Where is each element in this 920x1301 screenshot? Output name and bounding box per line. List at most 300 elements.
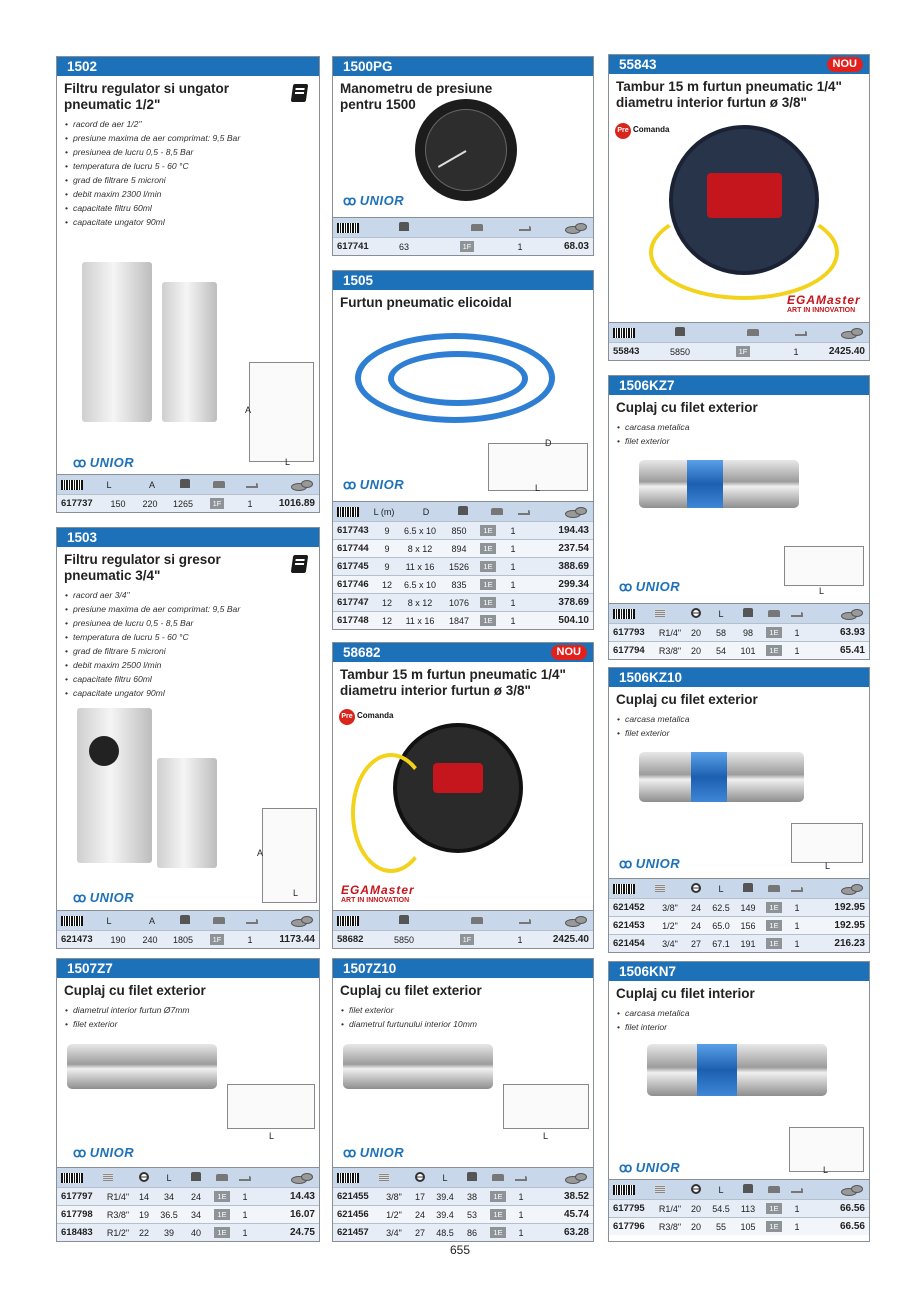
article-code: 617793 — [613, 627, 645, 638]
table-row — [57, 494, 319, 512]
barcode-icon — [613, 1185, 635, 1195]
pallet-icon — [519, 226, 531, 231]
cell-a: 240 — [142, 934, 158, 945]
pallet-icon-cell — [511, 507, 537, 517]
product-title: Filtru regulator si ungator pneumatic 1/2" — [64, 81, 230, 112]
cell-pack — [473, 543, 503, 554]
cell-price: 2425.40 — [828, 346, 865, 357]
product-code: 1502 — [57, 57, 319, 76]
package-icon — [768, 1186, 780, 1193]
table-header — [333, 910, 593, 930]
ega-logo-text: EGAMaster — [341, 883, 415, 897]
unior-logo: ꝏ UNIOR — [619, 1160, 681, 1175]
product-code — [333, 643, 593, 662]
package-icon — [216, 1174, 228, 1181]
package-icon-cell — [449, 916, 505, 926]
cell-pack — [695, 346, 791, 357]
pallet-icon-cell — [787, 1185, 807, 1195]
package-icon-cell — [201, 480, 237, 490]
cell-qty: 1 — [794, 627, 800, 638]
dimension-diagram — [784, 546, 864, 586]
cell-weight: 101 — [740, 645, 756, 656]
product-image-coupler — [639, 460, 799, 508]
barcode-icon — [337, 223, 359, 233]
pack-badge: 1E — [490, 1209, 505, 1220]
cell-qty: 1 — [510, 561, 516, 572]
table-row — [333, 237, 593, 255]
pallet-icon — [791, 612, 803, 617]
col-l: L — [718, 608, 724, 619]
cell-price: 192.95 — [834, 920, 865, 931]
coupler-blue-band — [697, 1044, 737, 1096]
product-title: Cuplaj cu filet exterior — [64, 983, 206, 998]
dimension-diagram — [503, 1084, 589, 1129]
cell-pack — [485, 1191, 511, 1202]
cell-price: 45.74 — [563, 1209, 589, 1220]
cell-price: 299.34 — [558, 579, 589, 590]
feature-item: • filet exterior — [617, 434, 861, 448]
product-image-coupler — [343, 1044, 493, 1089]
cell-thread: 3/4" — [662, 938, 678, 949]
cell-thread: 3/8" — [662, 902, 678, 913]
product-card-1506KN7 — [608, 961, 870, 1242]
table-row — [57, 1187, 319, 1205]
cell-hex: 27 — [690, 938, 701, 949]
pre-label: Pre — [615, 123, 631, 139]
cell-pack — [761, 1221, 787, 1232]
feature-item: • diametrul furtunului interior 10mm — [341, 1017, 585, 1031]
cell-thread: 1/2" — [662, 920, 678, 931]
cell-pack — [473, 561, 503, 572]
table-row — [333, 521, 593, 539]
pack-badge: 1E — [766, 938, 781, 949]
pallet-icon — [246, 483, 258, 488]
cell-thread: R1/2" — [106, 1227, 130, 1238]
feature-item: • temperatura de lucru 5 - 60 °C — [65, 630, 311, 644]
gauge-face — [425, 109, 507, 191]
cell-diameter: 6.5 x 10 — [403, 579, 437, 590]
package-icon-cell — [209, 1173, 235, 1183]
pack-badge: 1E — [480, 525, 495, 536]
product-card-1502 — [56, 56, 320, 513]
cell-l: 150 — [110, 498, 126, 509]
table-row — [333, 539, 593, 557]
price-coins-icon — [841, 328, 863, 338]
pack-badge: 1E — [766, 645, 781, 656]
cell-qty: 1 — [517, 241, 523, 252]
cell-diameter: 11 x 16 — [405, 561, 435, 572]
col-l: L — [718, 1184, 724, 1195]
pack-badge: 1E — [480, 561, 495, 572]
thread-icon — [655, 609, 665, 617]
article-code: 621454 — [613, 938, 645, 949]
price-coins-icon — [565, 1173, 587, 1183]
product-card-1506KZ7 — [608, 375, 870, 660]
cell-pack — [199, 498, 235, 509]
pack-badge: 1E — [480, 543, 495, 554]
cell-pack — [761, 627, 787, 638]
hex-icon-cell — [685, 883, 707, 895]
feature-item: • carcasa metalica — [617, 712, 861, 726]
feature-item: • presiunea de lucru 0,5 - 8,5 Bar — [65, 616, 311, 630]
feature-item: • filet interior — [617, 1020, 861, 1034]
article-code: 621452 — [613, 902, 645, 913]
product-card-1507Z10 — [332, 958, 594, 1242]
cell-qty: 1 — [794, 902, 800, 913]
cell-hex: 27 — [414, 1227, 425, 1238]
thread-icon — [655, 884, 665, 892]
product-title: Cuplaj cu filet exterior — [616, 400, 758, 415]
diagram-label-a: A — [245, 405, 252, 415]
article-code: 617746 — [337, 579, 369, 590]
product-image-spiral-hose-inner — [388, 351, 528, 406]
barcode-icon — [337, 916, 359, 926]
price-coins-icon — [291, 916, 313, 926]
product-table — [333, 910, 593, 948]
cell-qty: 1 — [242, 1191, 248, 1202]
barcode-icon — [613, 609, 635, 619]
weight-icon — [458, 506, 468, 515]
feature-item: • grad de filtrare 5 microni — [65, 173, 311, 187]
precomanda-badge — [339, 709, 393, 725]
hex-wrench-icon — [691, 608, 701, 618]
cell-length: 9 — [384, 561, 390, 572]
cell-thread: R1/4" — [658, 627, 682, 638]
cell-thread: R1/4" — [106, 1191, 130, 1202]
product-image-lubricator — [157, 758, 217, 868]
article-code: 617745 — [337, 561, 369, 572]
col-d: D — [422, 506, 430, 517]
price-coins-icon — [291, 480, 313, 490]
cell-hex: 20 — [690, 1203, 701, 1214]
cell-a: 220 — [142, 498, 158, 509]
product-code: 1506KZ7 — [609, 376, 869, 395]
cell-l: 190 — [110, 934, 126, 945]
cell-qty: 1 — [794, 1221, 800, 1232]
ega-logo-text: EGAMaster — [787, 293, 861, 307]
table-row — [333, 611, 593, 629]
diagram-label-l: L — [269, 1131, 275, 1141]
cell-qty: 1 — [510, 525, 516, 536]
package-icon-cell — [761, 609, 787, 619]
product-image-coupler — [639, 752, 804, 802]
cell-thread: R3/8" — [106, 1209, 130, 1220]
pack-badge: 1E — [214, 1209, 229, 1220]
table-row — [333, 593, 593, 611]
pallet-icon-cell — [237, 916, 267, 926]
price-coins-icon — [841, 1185, 863, 1195]
package-icon-cell — [449, 223, 505, 233]
cell-price: 216.23 — [834, 938, 865, 949]
article-code: 621456 — [337, 1209, 369, 1220]
cell-pack — [473, 615, 503, 626]
table-row — [333, 930, 593, 948]
table-row — [57, 1205, 319, 1223]
weight-icon — [743, 1184, 753, 1193]
unior-logo: ꝏ UNIOR — [73, 455, 135, 470]
pack-badge: 1E — [214, 1191, 229, 1202]
barcode-icon — [337, 1173, 359, 1183]
page-number: 655 — [449, 1243, 471, 1257]
product-card-1506KZ10 — [608, 667, 870, 953]
product-image-pressure-gauge — [415, 99, 517, 201]
table-row — [333, 1187, 593, 1205]
cell-hex: 24 — [690, 920, 701, 931]
weight-icon — [675, 327, 685, 336]
article-code: 617798 — [61, 1209, 93, 1220]
cell-price: 16.07 — [289, 1209, 315, 1220]
cell-thread: 3/8" — [386, 1191, 402, 1202]
article-code: 621453 — [613, 920, 645, 931]
pack-badge: 1E — [490, 1227, 505, 1238]
cell-weight: 149 — [740, 902, 756, 913]
feature-item: • capacitate ungator 90ml — [65, 686, 311, 700]
hex-wrench-icon — [691, 883, 701, 893]
egamaster-logo — [787, 293, 861, 314]
thread-icon-cell — [635, 1185, 685, 1195]
feature-item: • grad de filtrare 5 microni — [65, 644, 311, 658]
barcode-icon — [613, 884, 635, 894]
cell-weight: 850 — [451, 525, 467, 536]
coupler-blue-band — [691, 752, 727, 802]
package-icon — [768, 885, 780, 892]
cell-qty: 1 — [794, 938, 800, 949]
weight-icon-cell — [735, 883, 761, 894]
pallet-icon-cell — [787, 884, 807, 894]
package-icon-cell — [485, 1173, 511, 1183]
cell-diameter: 8 x 12 — [407, 597, 433, 608]
pack-badge: 1E — [480, 597, 495, 608]
ega-tagline: ART IN INNOVATION — [341, 897, 410, 904]
article-code: 617741 — [337, 241, 369, 252]
package-icon — [491, 508, 503, 515]
product-table — [333, 217, 593, 255]
gauge-small — [89, 736, 119, 766]
article-code: 617747 — [337, 597, 369, 608]
hex-wrench-icon — [691, 1184, 701, 1194]
weight-icon-cell — [359, 222, 449, 233]
comanda-label: Comanda — [633, 125, 670, 134]
pack-badge: 1F — [210, 498, 225, 509]
product-code — [609, 55, 869, 74]
feature-item: • capacitate ungator 90ml — [65, 215, 311, 229]
product-table — [57, 474, 319, 512]
weight-icon — [180, 915, 190, 924]
manual-book-icon — [291, 555, 309, 573]
pallet-icon-cell — [235, 1173, 255, 1183]
thread-icon-cell — [359, 1173, 409, 1183]
product-table — [609, 322, 869, 360]
table-row — [57, 930, 319, 948]
cell-pack — [473, 597, 503, 608]
diagram-label-l: L — [819, 586, 825, 596]
product-title: Cuplaj cu filet exterior — [616, 692, 758, 707]
col-a: A — [148, 479, 155, 490]
cell-price: 63.93 — [839, 627, 865, 638]
cell-price: 192.95 — [834, 902, 865, 913]
new-badge: NOU — [551, 645, 587, 660]
pack-badge: 1E — [214, 1227, 229, 1238]
pack-badge: 1E — [766, 1221, 781, 1232]
product-card-1505 — [332, 270, 594, 630]
weight-icon-cell — [635, 327, 725, 338]
product-table — [609, 878, 869, 952]
cell-l: 67.1 — [712, 938, 730, 949]
diagram-label-l: L — [293, 888, 299, 898]
product-table — [333, 501, 593, 629]
diagram-label-l: L — [823, 1165, 829, 1175]
article-code: 58682 — [337, 934, 364, 945]
product-table — [609, 603, 869, 659]
cell-hex: 22 — [138, 1227, 149, 1238]
cell-pack — [473, 579, 503, 590]
feature-item: • capacitate filtru 60ml — [65, 672, 311, 686]
weight-icon-cell — [183, 1172, 209, 1183]
product-title: Tambur 15 m furtun pneumatic 1/4" diametru interior furtun ø 3/8" — [616, 79, 842, 110]
thread-icon — [103, 1173, 113, 1181]
cell-pack — [485, 1209, 511, 1220]
feature-item: • racord aer 3/4" — [65, 588, 311, 602]
cell-qty: 1 — [510, 579, 516, 590]
cell-weight: 113 — [740, 1203, 756, 1214]
weight-icon — [743, 883, 753, 892]
cell-price: 63.28 — [563, 1227, 589, 1238]
article-code: 55843 — [613, 346, 640, 357]
cell-qty: 1 — [247, 934, 253, 945]
table-header — [609, 322, 869, 342]
product-code: 1507Z10 — [333, 959, 593, 978]
dimension-diagram — [227, 1084, 315, 1129]
cell-length: 9 — [384, 525, 390, 536]
weight-icon — [399, 222, 409, 231]
col-l: L — [106, 479, 112, 490]
hex-wrench-icon — [415, 1172, 425, 1182]
col-l: L — [106, 915, 112, 926]
feature-item: • debit maxim 2500 l/min — [65, 658, 311, 672]
table-row — [609, 934, 869, 952]
pack-badge: 1E — [766, 902, 781, 913]
cell-hex: 20 — [690, 645, 701, 656]
table-row — [609, 342, 869, 360]
cell-price: 388.69 — [558, 561, 589, 572]
cell-weight: 53 — [466, 1209, 477, 1220]
unior-logo: ꝏ UNIOR — [619, 579, 681, 594]
article-code: 617794 — [613, 645, 645, 656]
cell-weight: 894 — [451, 543, 467, 554]
cell-length: 12 — [381, 615, 392, 626]
cell-l: 34 — [163, 1191, 174, 1202]
cell-hex: 19 — [138, 1209, 149, 1220]
pack-badge: 1E — [766, 1203, 781, 1214]
yellow-hose — [351, 753, 431, 873]
pack-badge: 1E — [766, 920, 781, 931]
cell-weight: 156 — [740, 920, 756, 931]
pack-badge: 1E — [480, 579, 495, 590]
hex-icon-cell — [685, 1184, 707, 1196]
cell-qty: 1 — [510, 543, 516, 554]
table-row — [333, 575, 593, 593]
product-table — [57, 1167, 319, 1241]
cell-weight: 1526 — [448, 561, 470, 572]
price-coins-icon — [565, 507, 587, 517]
product-code: 1500PG — [333, 57, 593, 76]
feature-item: • presiune maxima de aer comprimat: 9,5 Bar — [65, 131, 311, 145]
cell-pack — [209, 1209, 235, 1220]
pack-badge: 1E — [766, 627, 781, 638]
article-code: 621473 — [61, 934, 93, 945]
table-row — [609, 641, 869, 659]
dimension-diagram — [249, 362, 314, 462]
cell-price: 2425.40 — [552, 934, 589, 945]
cell-price: 1016.89 — [278, 498, 315, 509]
table-header — [57, 1167, 319, 1187]
dimension-diagram — [791, 823, 863, 863]
cell-price: 38.52 — [563, 1191, 589, 1202]
weight-icon-cell — [443, 506, 483, 517]
article-code: 618483 — [61, 1227, 93, 1238]
cell-length: 12 — [381, 597, 392, 608]
product-code: 1505 — [333, 271, 593, 290]
product-title: Cuplaj cu filet exterior — [340, 983, 482, 998]
coupler-blue-band — [687, 460, 723, 508]
package-icon-cell — [201, 916, 237, 926]
dimension-diagram — [262, 808, 317, 903]
cell-price: 66.56 — [839, 1203, 865, 1214]
weight-icon-cell — [169, 915, 201, 926]
article-code: 617795 — [613, 1203, 645, 1214]
feature-item: • carcasa metalica — [617, 1006, 861, 1020]
reel-label — [433, 763, 483, 793]
product-code: 1507Z7 — [57, 959, 319, 978]
feature-item: • presiune maxima de aer comprimat: 9,5 Bar — [65, 602, 311, 616]
cell-price: 1173.44 — [279, 934, 315, 945]
feature-item: • filet exterior — [617, 726, 861, 740]
cell-hex: 20 — [690, 1221, 701, 1232]
pack-badge: 1E — [490, 1191, 505, 1202]
cell-diameter: 8 x 12 — [407, 543, 433, 554]
table-header — [333, 1167, 593, 1187]
table-header — [609, 603, 869, 623]
barcode-icon — [61, 916, 83, 926]
product-title: Furtun pneumatic elicoidal — [340, 295, 512, 310]
diagram-label-d: D — [545, 438, 552, 448]
table-header — [333, 501, 593, 521]
pallet-icon-cell — [505, 916, 545, 926]
package-icon-cell — [761, 1185, 787, 1195]
code-text: 58682 — [343, 645, 381, 660]
thread-icon — [379, 1173, 389, 1181]
cell-qty: 1 — [794, 1203, 800, 1214]
cell-qty: 1 — [242, 1227, 248, 1238]
cell-qty: 1 — [518, 1209, 524, 1220]
cell-pack — [199, 934, 235, 945]
hex-icon-cell — [685, 608, 707, 620]
article-code: 617744 — [337, 543, 369, 554]
weight-icon-cell — [735, 608, 761, 619]
feature-list — [333, 999, 593, 1031]
cell-thread: 3/4" — [386, 1227, 402, 1238]
feature-item: • carcasa metalica — [617, 420, 861, 434]
cell-diameter: 11 x 16 — [405, 615, 435, 626]
unior-logo: ꝏ UNIOR — [343, 1145, 405, 1160]
article-code: 621457 — [337, 1227, 369, 1238]
weight-icon-cell — [735, 1184, 761, 1195]
product-card-1500PG — [332, 56, 594, 256]
diagram-label-l: L — [535, 483, 541, 493]
table-header — [57, 474, 319, 494]
cell-pack — [761, 902, 787, 913]
feature-item: • capacitate filtru 60ml — [65, 201, 311, 215]
